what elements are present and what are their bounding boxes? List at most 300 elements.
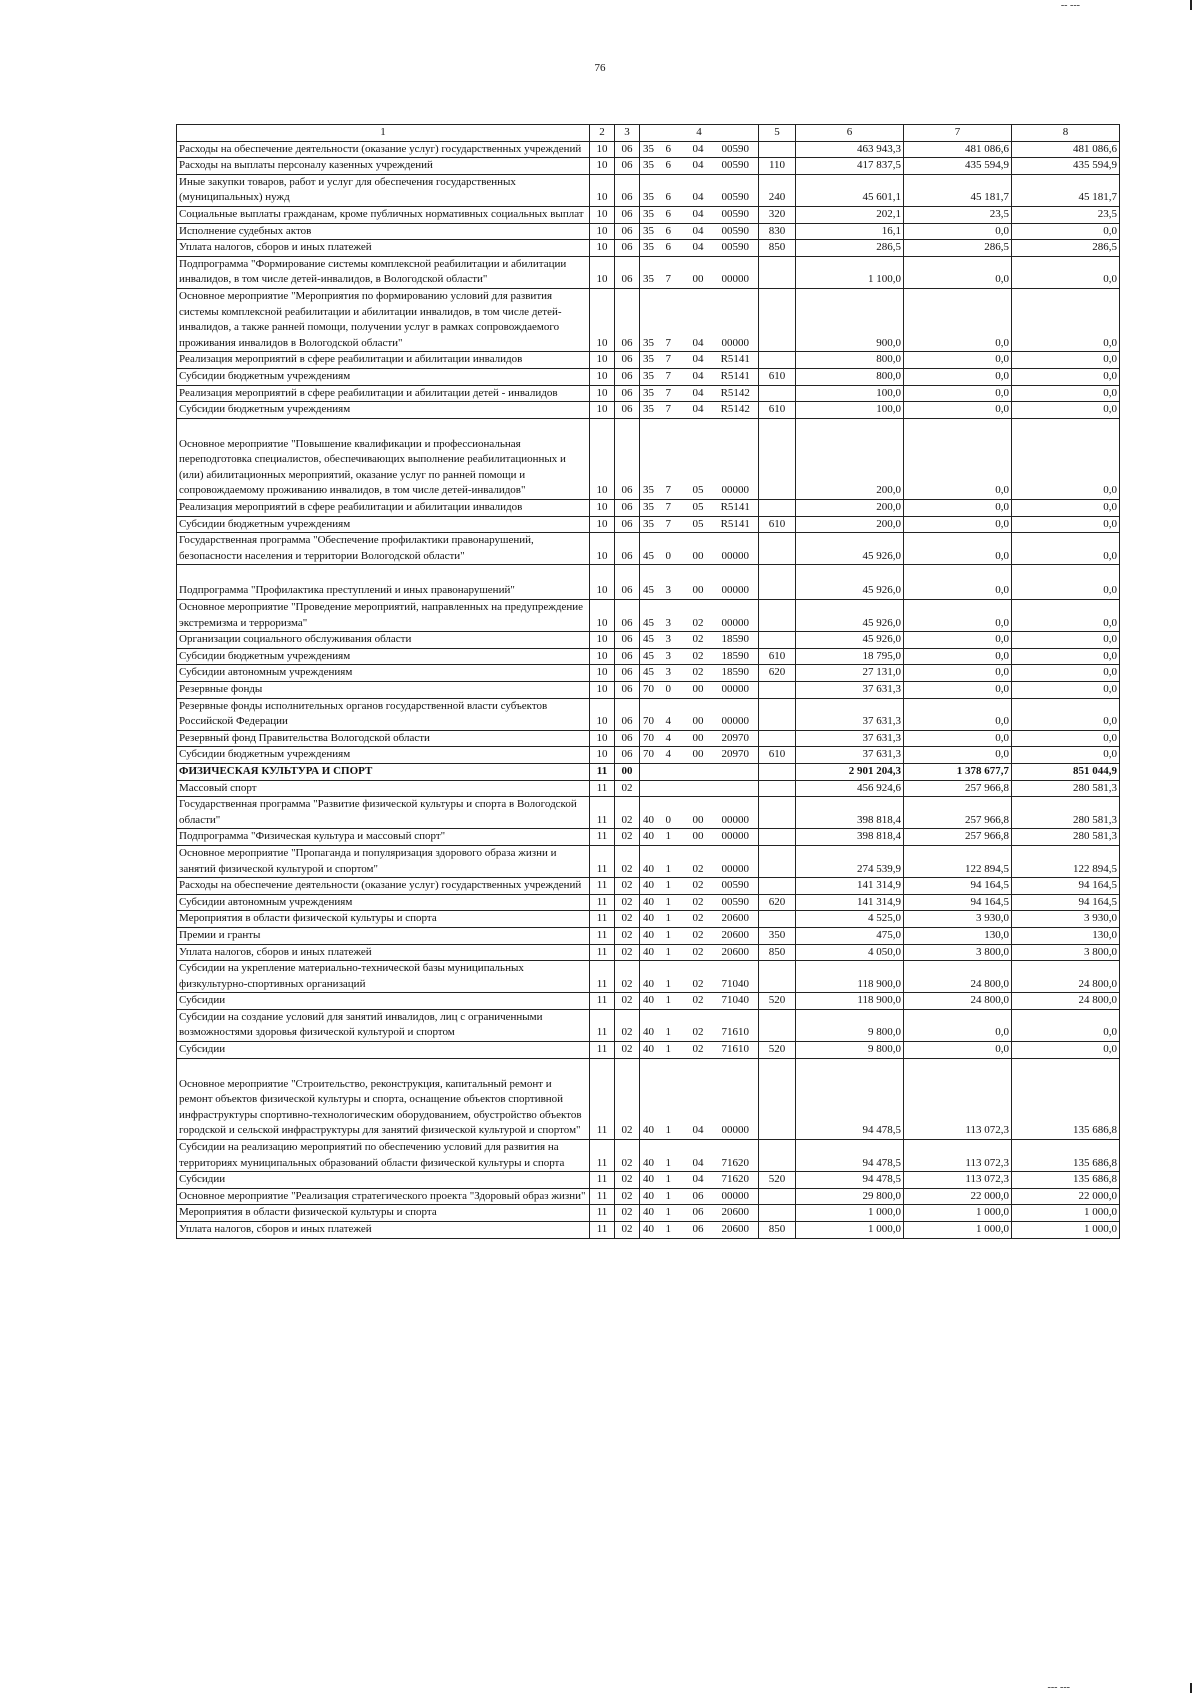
- amount-year1-cell: 94 478,5: [796, 1172, 904, 1189]
- amount-year3-cell: 0,0: [1012, 256, 1120, 288]
- amount-year3-cell: 0,0: [1012, 418, 1120, 499]
- amount-year2-cell: 0,0: [904, 698, 1012, 730]
- subprogram-code-cell: 1: [665, 911, 684, 928]
- table-row: [177, 665, 1120, 682]
- amount-year3-cell: 135 686,8: [1012, 1140, 1120, 1172]
- section-code-cell: 11: [590, 911, 615, 928]
- program-code-cell: 70: [640, 747, 665, 764]
- amount-year3-cell: 0,0: [1012, 500, 1120, 517]
- subprogram-code-cell: 1: [665, 1205, 684, 1222]
- row-name-cell: Субсидии автономным учреждениям: [177, 894, 590, 911]
- program-code-cell: 35: [640, 240, 665, 257]
- subprogram-code-cell: 1: [665, 993, 684, 1010]
- table-row: [177, 256, 1120, 288]
- measure-code-cell: 02: [684, 911, 713, 928]
- direction-code-cell: 00000: [713, 1058, 759, 1139]
- table-row: [177, 911, 1120, 928]
- measure-code-cell: 00: [684, 797, 713, 829]
- subprogram-code-cell: 1: [665, 878, 684, 895]
- subprogram-code-cell: 4: [665, 747, 684, 764]
- expense-type-cell: [759, 418, 796, 499]
- amount-year3-cell: 23,5: [1012, 206, 1120, 223]
- subprogram-code-cell: 1: [665, 1188, 684, 1205]
- subsection-code-cell: 02: [615, 1058, 640, 1139]
- program-code-cell: 40: [640, 1009, 665, 1041]
- row-name-cell: Подпрограмма "Профилактика преступлений и иных правонарушений": [177, 565, 590, 600]
- table-row: [177, 240, 1120, 257]
- amount-year1-cell: 475,0: [796, 927, 904, 944]
- amount-year1-cell: 800,0: [796, 352, 904, 369]
- subsection-code-cell: 06: [615, 352, 640, 369]
- amount-year1-cell: 1 000,0: [796, 1205, 904, 1222]
- amount-year2-cell: 0,0: [904, 368, 1012, 385]
- row-name-cell: Подпрограмма "Формирование системы комплексной реабилитации и абилитации инвалидов, в том числе детей-инвалидов, в Вологодской области": [177, 256, 590, 288]
- amount-year3-cell: 135 686,8: [1012, 1058, 1120, 1139]
- table-body: [177, 125, 1120, 1239]
- subprogram-code-cell: 1: [665, 845, 684, 877]
- direction-code-cell: 00000: [713, 797, 759, 829]
- amount-year3-cell: 280 581,3: [1012, 829, 1120, 846]
- subprogram-code-cell: 6: [665, 141, 684, 158]
- amount-year2-cell: 113 072,3: [904, 1140, 1012, 1172]
- subprogram-code-cell: [665, 763, 684, 780]
- amount-year1-cell: 118 900,0: [796, 993, 904, 1010]
- amount-year3-cell: 0,0: [1012, 533, 1120, 565]
- amount-year1-cell: 45 926,0: [796, 565, 904, 600]
- amount-year2-cell: 0,0: [904, 648, 1012, 665]
- amount-year1-cell: 100,0: [796, 385, 904, 402]
- section-code-cell: 11: [590, 1042, 615, 1059]
- subsection-code-cell: 02: [615, 1205, 640, 1222]
- measure-code-cell: 04: [684, 352, 713, 369]
- amount-year1-cell: 2 901 204,3: [796, 763, 904, 780]
- direction-code-cell: [713, 780, 759, 797]
- amount-year1-cell: 398 818,4: [796, 829, 904, 846]
- program-code-cell: [640, 763, 665, 780]
- header-cell: 8: [1012, 125, 1120, 142]
- direction-code-cell: 20600: [713, 1222, 759, 1239]
- program-code-cell: 40: [640, 894, 665, 911]
- amount-year2-cell: 130,0: [904, 927, 1012, 944]
- measure-code-cell: 04: [684, 402, 713, 419]
- subprogram-code-cell: 1: [665, 1009, 684, 1041]
- amount-year2-cell: 3 800,0: [904, 944, 1012, 961]
- direction-code-cell: 00590: [713, 174, 759, 206]
- measure-code-cell: 02: [684, 845, 713, 877]
- program-code-cell: 45: [640, 533, 665, 565]
- measure-code-cell: 02: [684, 600, 713, 632]
- table-row: [177, 385, 1120, 402]
- amount-year2-cell: 435 594,9: [904, 158, 1012, 175]
- program-code-cell: 40: [640, 1205, 665, 1222]
- table-row: [177, 944, 1120, 961]
- expense-type-cell: 610: [759, 648, 796, 665]
- measure-code-cell: 04: [684, 288, 713, 351]
- section-code-cell: 11: [590, 961, 615, 993]
- measure-code-cell: 00: [684, 829, 713, 846]
- subprogram-code-cell: 1: [665, 927, 684, 944]
- amount-year1-cell: 118 900,0: [796, 961, 904, 993]
- amount-year3-cell: 122 894,5: [1012, 845, 1120, 877]
- table-row: [177, 845, 1120, 877]
- direction-code-cell: 20970: [713, 747, 759, 764]
- subprogram-code-cell: [665, 780, 684, 797]
- amount-year1-cell: 94 478,5: [796, 1058, 904, 1139]
- amount-year2-cell: 122 894,5: [904, 845, 1012, 877]
- expense-type-cell: 850: [759, 240, 796, 257]
- program-code-cell: 35: [640, 516, 665, 533]
- row-name-cell: Иные закупки товаров, работ и услуг для обеспечения государственных (муниципальных) нужд: [177, 174, 590, 206]
- amount-year3-cell: 481 086,6: [1012, 141, 1120, 158]
- row-name-cell: Субсидии бюджетным учреждениям: [177, 747, 590, 764]
- row-name-cell: ФИЗИЧЕСКАЯ КУЛЬТУРА И СПОРТ: [177, 763, 590, 780]
- table-row: [177, 352, 1120, 369]
- amount-year3-cell: 0,0: [1012, 1042, 1120, 1059]
- amount-year1-cell: 9 800,0: [796, 1009, 904, 1041]
- expense-type-cell: [759, 797, 796, 829]
- expense-type-cell: [759, 632, 796, 649]
- direction-code-cell: 00000: [713, 1188, 759, 1205]
- subsection-code-cell: 06: [615, 665, 640, 682]
- measure-code-cell: 00: [684, 256, 713, 288]
- amount-year1-cell: 274 539,9: [796, 845, 904, 877]
- measure-code-cell: 05: [684, 516, 713, 533]
- expense-type-cell: 610: [759, 747, 796, 764]
- program-code-cell: 70: [640, 682, 665, 699]
- amount-year3-cell: 0,0: [1012, 698, 1120, 730]
- row-name-cell: Субсидии бюджетным учреждениям: [177, 648, 590, 665]
- amount-year1-cell: 27 131,0: [796, 665, 904, 682]
- measure-code-cell: 02: [684, 961, 713, 993]
- subprogram-code-cell: 4: [665, 730, 684, 747]
- table-row: [177, 993, 1120, 1010]
- program-code-cell: 40: [640, 1042, 665, 1059]
- amount-year3-cell: 130,0: [1012, 927, 1120, 944]
- direction-code-cell: 00000: [713, 256, 759, 288]
- amount-year3-cell: 3 930,0: [1012, 911, 1120, 928]
- amount-year3-cell: 94 164,5: [1012, 878, 1120, 895]
- measure-code-cell: [684, 763, 713, 780]
- amount-year2-cell: 257 966,8: [904, 829, 1012, 846]
- program-code-cell: 40: [640, 1058, 665, 1139]
- section-code-cell: 10: [590, 565, 615, 600]
- section-code-cell: 10: [590, 698, 615, 730]
- subsection-code-cell: 06: [615, 632, 640, 649]
- amount-year2-cell: 45 181,7: [904, 174, 1012, 206]
- amount-year3-cell: 0,0: [1012, 730, 1120, 747]
- table-row: [177, 747, 1120, 764]
- subsection-code-cell: 06: [615, 418, 640, 499]
- row-name-cell: Подпрограмма "Физическая культура и массовый спорт": [177, 829, 590, 846]
- program-code-cell: 35: [640, 352, 665, 369]
- amount-year2-cell: 94 164,5: [904, 894, 1012, 911]
- measure-code-cell: 00: [684, 682, 713, 699]
- row-name-cell: Резервные фонды исполнительных органов государственной власти субъектов Российской Федерации: [177, 698, 590, 730]
- expense-type-cell: [759, 565, 796, 600]
- amount-year1-cell: 37 631,3: [796, 730, 904, 747]
- program-code-cell: 40: [640, 797, 665, 829]
- program-code-cell: 70: [640, 730, 665, 747]
- direction-code-cell: 00590: [713, 894, 759, 911]
- program-code-cell: 40: [640, 1222, 665, 1239]
- section-code-cell: 10: [590, 385, 615, 402]
- amount-year1-cell: 1 100,0: [796, 256, 904, 288]
- expense-type-cell: [759, 961, 796, 993]
- direction-code-cell: 18590: [713, 665, 759, 682]
- program-code-cell: 35: [640, 158, 665, 175]
- section-code-cell: 11: [590, 763, 615, 780]
- subsection-code-cell: 06: [615, 288, 640, 351]
- amount-year2-cell: 1 000,0: [904, 1205, 1012, 1222]
- row-name-cell: Субсидии бюджетным учреждениям: [177, 516, 590, 533]
- section-code-cell: 10: [590, 418, 615, 499]
- expense-type-cell: 240: [759, 174, 796, 206]
- subprogram-code-cell: 7: [665, 516, 684, 533]
- amount-year1-cell: 800,0: [796, 368, 904, 385]
- direction-code-cell: R5142: [713, 385, 759, 402]
- program-code-cell: 35: [640, 288, 665, 351]
- amount-year3-cell: 280 581,3: [1012, 797, 1120, 829]
- row-name-cell: Организации социального обслуживания области: [177, 632, 590, 649]
- expense-type-cell: [759, 780, 796, 797]
- program-code-cell: 40: [640, 878, 665, 895]
- subsection-code-cell: 02: [615, 797, 640, 829]
- amount-year3-cell: 24 800,0: [1012, 993, 1120, 1010]
- amount-year3-cell: 0,0: [1012, 600, 1120, 632]
- program-code-cell: 40: [640, 1140, 665, 1172]
- amount-year2-cell: 94 164,5: [904, 878, 1012, 895]
- amount-year2-cell: 113 072,3: [904, 1058, 1012, 1139]
- expense-type-cell: 610: [759, 368, 796, 385]
- section-code-cell: 10: [590, 223, 615, 240]
- subsection-code-cell: 06: [615, 516, 640, 533]
- subprogram-code-cell: 6: [665, 206, 684, 223]
- expense-type-cell: 830: [759, 223, 796, 240]
- table-row: [177, 1009, 1120, 1041]
- header-cell: 5: [759, 125, 796, 142]
- expense-type-cell: [759, 141, 796, 158]
- row-name-cell: Субсидии на реализацию мероприятий по обеспечению условий для развития на территориях муниципальных образований области физической культуры и спорта: [177, 1140, 590, 1172]
- amount-year3-cell: 94 164,5: [1012, 894, 1120, 911]
- program-code-cell: 45: [640, 665, 665, 682]
- program-code-cell: 35: [640, 174, 665, 206]
- direction-code-cell: 00000: [713, 533, 759, 565]
- subsection-code-cell: 02: [615, 878, 640, 895]
- direction-code-cell: R5141: [713, 368, 759, 385]
- table-row: [177, 829, 1120, 846]
- subsection-code-cell: 06: [615, 385, 640, 402]
- measure-code-cell: 02: [684, 648, 713, 665]
- header-cell: 7: [904, 125, 1012, 142]
- measure-code-cell: 02: [684, 993, 713, 1010]
- row-name-cell: Субсидии автономным учреждениям: [177, 665, 590, 682]
- program-code-cell: 35: [640, 141, 665, 158]
- header-cell: 4: [640, 125, 759, 142]
- subprogram-code-cell: 1: [665, 1058, 684, 1139]
- row-name-cell: Расходы на обеспечение деятельности (оказание услуг) государственных учреждений: [177, 878, 590, 895]
- table-row: [177, 894, 1120, 911]
- amount-year3-cell: 135 686,8: [1012, 1172, 1120, 1189]
- direction-code-cell: 00590: [713, 223, 759, 240]
- subsection-code-cell: 02: [615, 1009, 640, 1041]
- program-code-cell: 40: [640, 1188, 665, 1205]
- expense-type-cell: 610: [759, 516, 796, 533]
- measure-code-cell: 00: [684, 747, 713, 764]
- section-code-cell: 10: [590, 600, 615, 632]
- section-code-cell: 10: [590, 648, 615, 665]
- section-code-cell: 11: [590, 1009, 615, 1041]
- amount-year2-cell: 24 800,0: [904, 993, 1012, 1010]
- subsection-code-cell: 02: [615, 894, 640, 911]
- subsection-code-cell: 02: [615, 780, 640, 797]
- direction-code-cell: 20600: [713, 1205, 759, 1222]
- subsection-code-cell: 02: [615, 1172, 640, 1189]
- amount-year3-cell: 24 800,0: [1012, 961, 1120, 993]
- row-name-cell: Резервный фонд Правительства Вологодской области: [177, 730, 590, 747]
- subsection-code-cell: 06: [615, 256, 640, 288]
- subsection-code-cell: 06: [615, 158, 640, 175]
- measure-code-cell: 04: [684, 206, 713, 223]
- row-name-cell: Государственная программа "Обеспечение профилактики правонарушений, безопасности населения и территории Вологодской области": [177, 533, 590, 565]
- amount-year1-cell: 18 795,0: [796, 648, 904, 665]
- amount-year2-cell: 0,0: [904, 565, 1012, 600]
- amount-year1-cell: 417 837,5: [796, 158, 904, 175]
- subprogram-code-cell: 1: [665, 944, 684, 961]
- row-name-cell: Социальные выплаты гражданам, кроме публичных нормативных социальных выплат: [177, 206, 590, 223]
- table-row: [177, 141, 1120, 158]
- measure-code-cell: 02: [684, 927, 713, 944]
- subsection-code-cell: 06: [615, 240, 640, 257]
- subsection-code-cell: 02: [615, 961, 640, 993]
- measure-code-cell: 02: [684, 894, 713, 911]
- subprogram-code-cell: 7: [665, 500, 684, 517]
- expense-type-cell: [759, 1188, 796, 1205]
- amount-year1-cell: 37 631,3: [796, 698, 904, 730]
- row-name-cell: Уплата налогов, сборов и иных платежей: [177, 1222, 590, 1239]
- subprogram-code-cell: 7: [665, 418, 684, 499]
- subsection-code-cell: 02: [615, 993, 640, 1010]
- subsection-code-cell: 02: [615, 944, 640, 961]
- subprogram-code-cell: 3: [665, 648, 684, 665]
- expense-type-cell: 320: [759, 206, 796, 223]
- measure-code-cell: 06: [684, 1205, 713, 1222]
- row-name-cell: Основное мероприятие "Пропаганда и популяризация здорового образа жизни и занятий физической культурой и спортом": [177, 845, 590, 877]
- table-row: [177, 797, 1120, 829]
- expense-type-cell: [759, 911, 796, 928]
- subprogram-code-cell: 1: [665, 961, 684, 993]
- header-cell: 3: [615, 125, 640, 142]
- table-row: [177, 565, 1120, 600]
- row-name-cell: Субсидии: [177, 1172, 590, 1189]
- subsection-code-cell: 06: [615, 402, 640, 419]
- expense-type-cell: [759, 763, 796, 780]
- program-code-cell: 35: [640, 500, 665, 517]
- table-row: [177, 223, 1120, 240]
- section-code-cell: 11: [590, 927, 615, 944]
- measure-code-cell: 02: [684, 665, 713, 682]
- amount-year1-cell: 200,0: [796, 500, 904, 517]
- direction-code-cell: 71620: [713, 1172, 759, 1189]
- subsection-code-cell: 02: [615, 829, 640, 846]
- expense-type-cell: [759, 352, 796, 369]
- section-code-cell: 10: [590, 158, 615, 175]
- section-code-cell: 10: [590, 141, 615, 158]
- scan-mark: -- ---: [1060, 0, 1080, 11]
- amount-year2-cell: 0,0: [904, 385, 1012, 402]
- program-code-cell: 40: [640, 927, 665, 944]
- direction-code-cell: 00000: [713, 682, 759, 699]
- subprogram-code-cell: 1: [665, 1222, 684, 1239]
- amount-year3-cell: 0,0: [1012, 516, 1120, 533]
- amount-year1-cell: 9 800,0: [796, 1042, 904, 1059]
- table-row: [177, 1205, 1120, 1222]
- amount-year3-cell: 0,0: [1012, 632, 1120, 649]
- amount-year1-cell: 37 631,3: [796, 747, 904, 764]
- section-code-cell: 11: [590, 845, 615, 877]
- measure-code-cell: 06: [684, 1188, 713, 1205]
- direction-code-cell: 18590: [713, 632, 759, 649]
- section-code-cell: 10: [590, 206, 615, 223]
- row-name-cell: Расходы на выплаты персоналу казенных учреждений: [177, 158, 590, 175]
- subsection-code-cell: 06: [615, 565, 640, 600]
- table-row: [177, 174, 1120, 206]
- amount-year1-cell: 141 314,9: [796, 894, 904, 911]
- direction-code-cell: 00000: [713, 845, 759, 877]
- table-row: [177, 730, 1120, 747]
- amount-year3-cell: 0,0: [1012, 352, 1120, 369]
- section-code-cell: 11: [590, 878, 615, 895]
- amount-year3-cell: 45 181,7: [1012, 174, 1120, 206]
- measure-code-cell: 04: [684, 1140, 713, 1172]
- amount-year3-cell: 1 000,0: [1012, 1222, 1120, 1239]
- table-row: [177, 600, 1120, 632]
- amount-year1-cell: 16,1: [796, 223, 904, 240]
- section-code-cell: 10: [590, 747, 615, 764]
- table-row: [177, 927, 1120, 944]
- amount-year3-cell: 0,0: [1012, 402, 1120, 419]
- row-name-cell: Премии и гранты: [177, 927, 590, 944]
- amount-year1-cell: 200,0: [796, 516, 904, 533]
- measure-code-cell: [684, 780, 713, 797]
- amount-year3-cell: 851 044,9: [1012, 763, 1120, 780]
- amount-year2-cell: 0,0: [904, 223, 1012, 240]
- amount-year3-cell: 0,0: [1012, 648, 1120, 665]
- row-name-cell: Субсидии: [177, 993, 590, 1010]
- amount-year2-cell: 257 966,8: [904, 797, 1012, 829]
- subsection-code-cell: 02: [615, 911, 640, 928]
- section-code-cell: 10: [590, 174, 615, 206]
- expense-type-cell: [759, 288, 796, 351]
- amount-year2-cell: 0,0: [904, 288, 1012, 351]
- section-code-cell: 11: [590, 780, 615, 797]
- expense-type-cell: [759, 845, 796, 877]
- section-code-cell: 10: [590, 288, 615, 351]
- row-name-cell: Основное мероприятие "Повышение квалификации и профессиональная переподготовка специалистов, обеспечивающих выполнение реабилитационных и (или) абилитационных мероприятий, оказание услуг по ранней помощи и сопровождаемому проживанию инвалидов, в том числе детей-инвалидов": [177, 418, 590, 499]
- subprogram-code-cell: 4: [665, 698, 684, 730]
- expense-type-cell: 850: [759, 944, 796, 961]
- expense-type-cell: [759, 682, 796, 699]
- table-row: [177, 500, 1120, 517]
- program-code-cell: 35: [640, 223, 665, 240]
- subsection-code-cell: 02: [615, 1042, 640, 1059]
- section-code-cell: 10: [590, 256, 615, 288]
- subsection-code-cell: 02: [615, 927, 640, 944]
- direction-code-cell: 71040: [713, 993, 759, 1010]
- direction-code-cell: 00590: [713, 240, 759, 257]
- scan-edge-mark: [1190, 0, 1192, 10]
- amount-year2-cell: 481 086,6: [904, 141, 1012, 158]
- amount-year2-cell: 0,0: [904, 256, 1012, 288]
